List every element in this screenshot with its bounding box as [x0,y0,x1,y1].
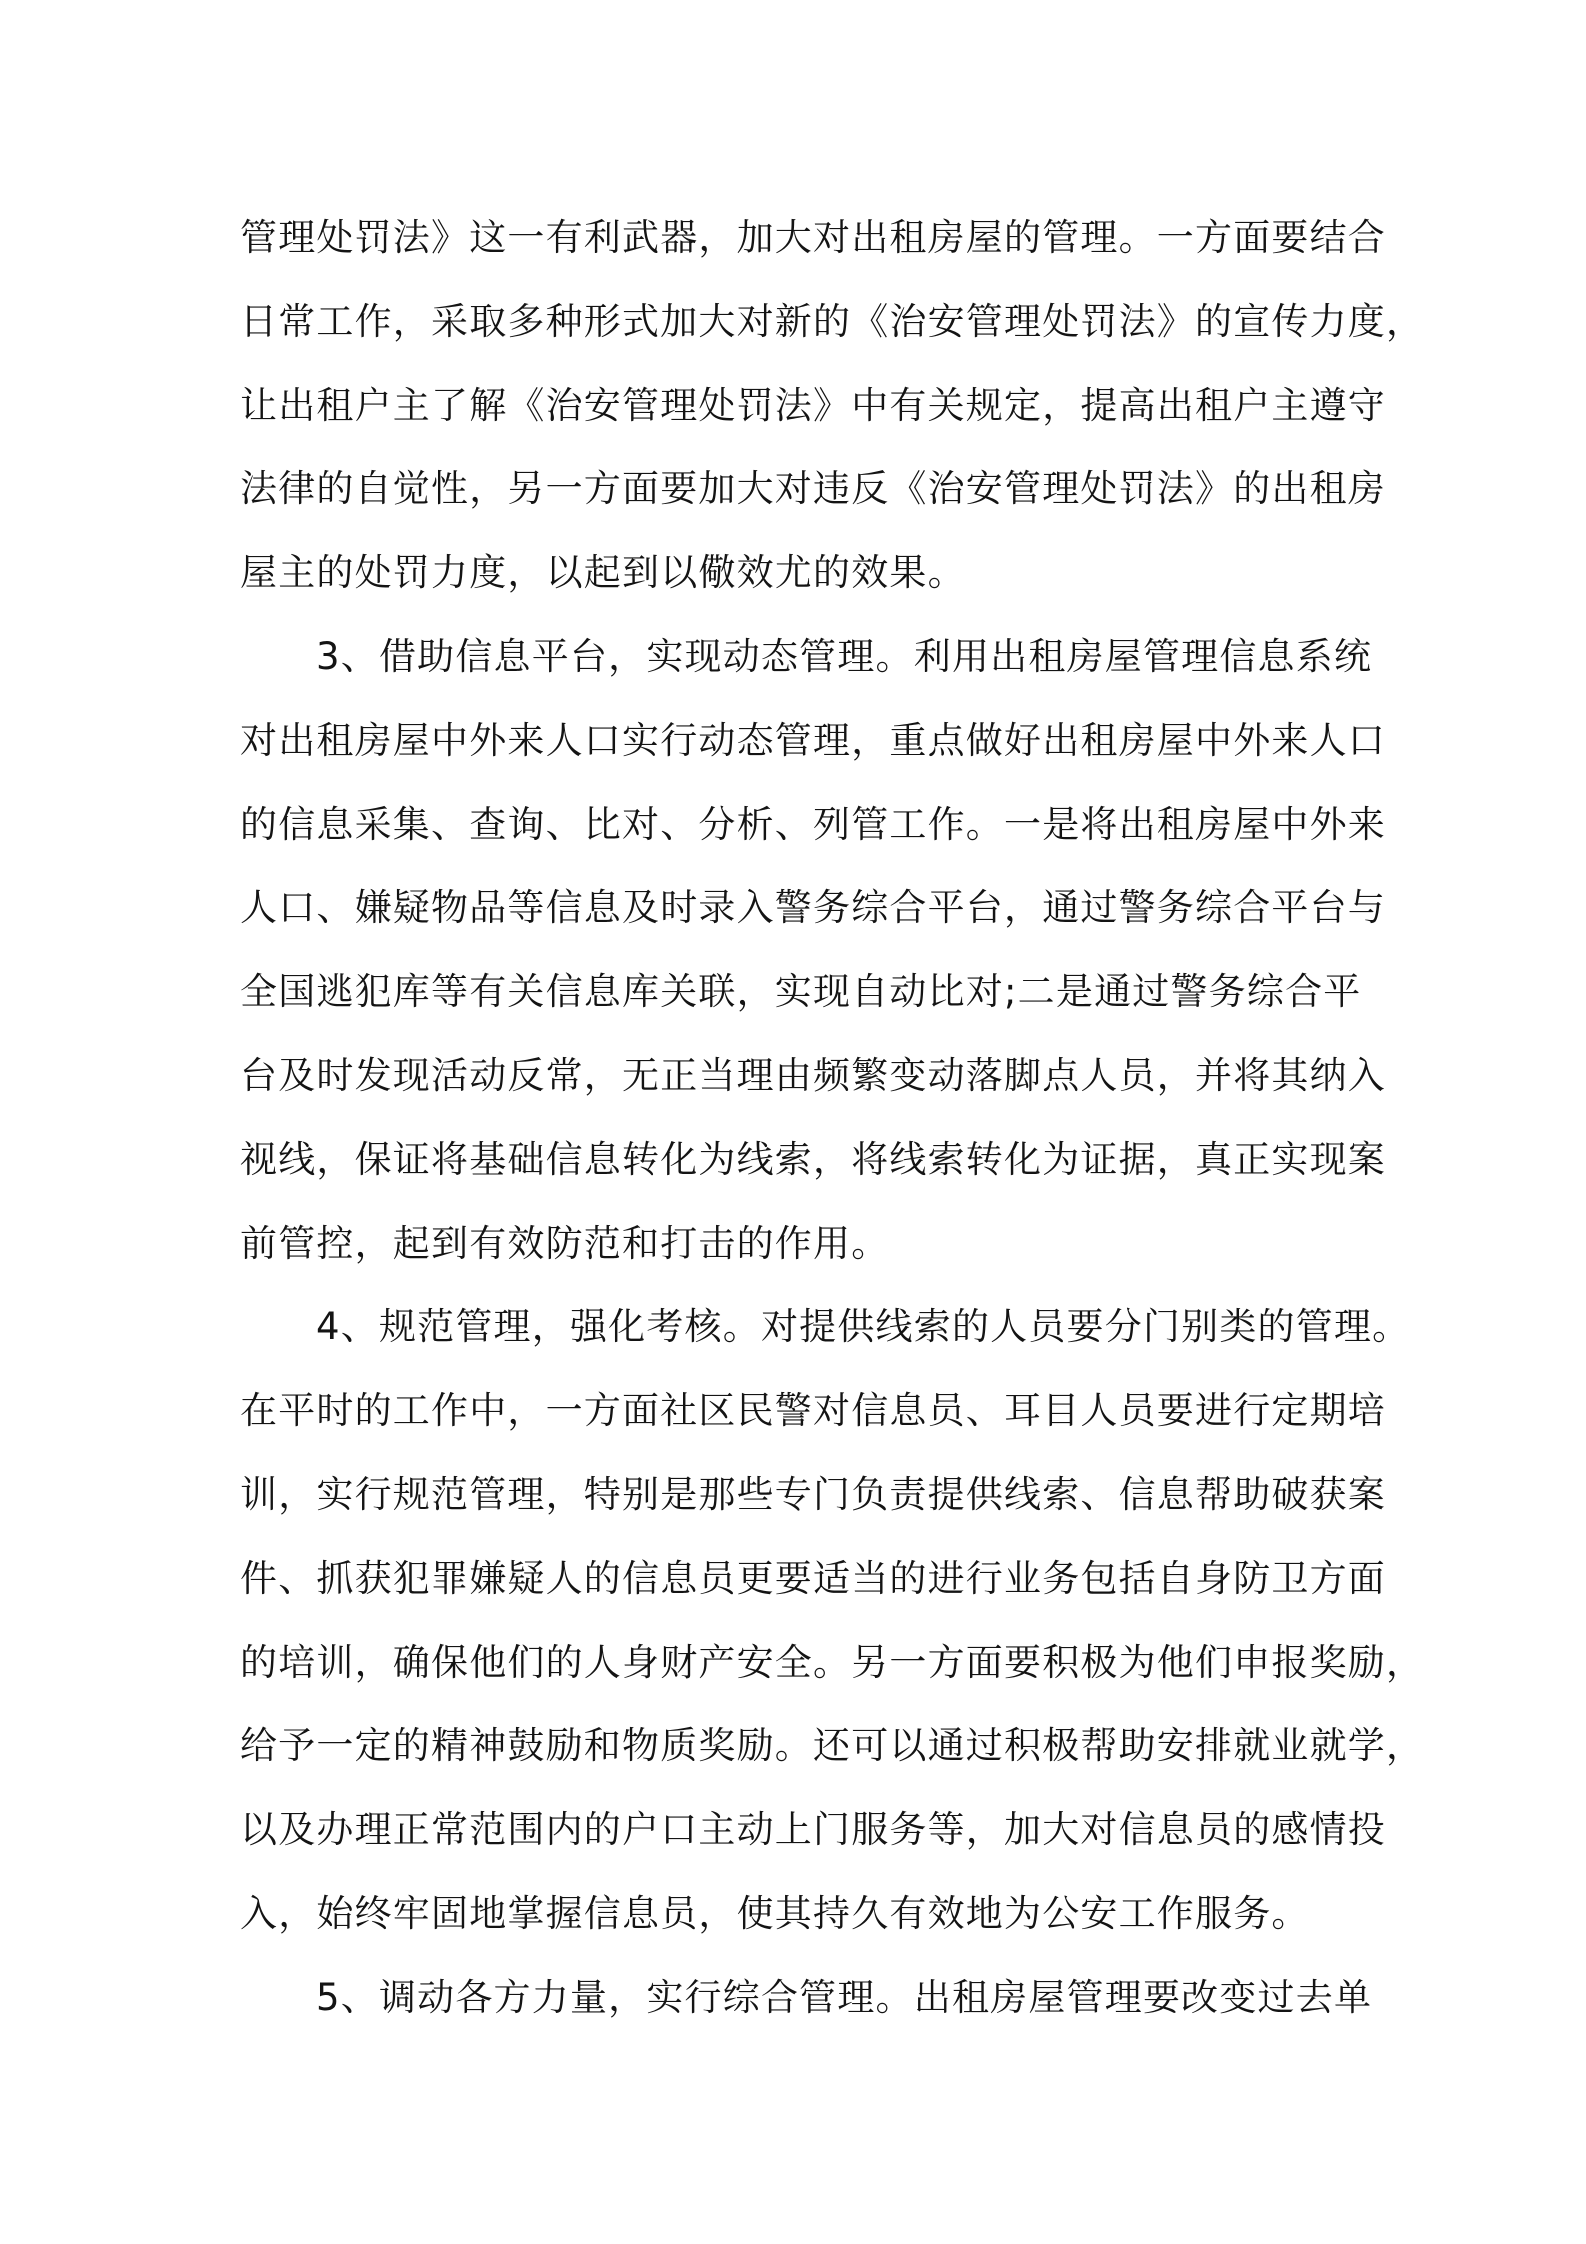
text-line: 法律的自觉性，另一方面要加大对违反《治安管理处罚法》的出租房 [240,467,1386,511]
text-line: 以及办理正常范围内的户口主动上门服务等，加大对信息员的感情投 [240,1808,1386,1852]
text-line: 屋主的处罚力度，以起到以儆效尤的效果。 [240,551,966,595]
text-line: 件、抓获犯罪嫌疑人的信息员更要适当的进行业务包括自身防卫方面 [240,1556,1386,1600]
text-line: 前管控，起到有效防范和打击的作用。 [240,1221,890,1265]
text-line: 的信息采集、查询、比对、分析、列管工作。一是将出租房屋中外来 [240,802,1386,846]
text-line: 对出租房屋中外来人口实行动态管理，重点做好出租房屋中外来人口 [240,718,1386,762]
text-line: 给予一定的精神鼓励和物质奖励。还可以通过积极帮助安排就业就学， [240,1724,1425,1768]
text-line: 的培训，确保他们的人身财产安全。另一方面要积极为他们申报奖励， [240,1640,1425,1684]
text-line: 在平时的工作中，一方面社区民警对信息员、耳目人员要进行定期培 [240,1389,1386,1433]
text-line: 台及时发现活动反常，无正当理由频繁变动落脚点人员，并将其纳入 [240,1053,1386,1097]
paragraph-3-heading-line: 3、借助信息平台，实现动态管理。利用出租房屋管理信息系统 [316,634,1373,678]
text-line: 人口、嫌疑物品等信息及时录入警务综合平台，通过警务综合平台与 [240,886,1386,930]
paragraph-4-heading-line: 4、规范管理，强化考核。对提供线索的人员要分门别类的管理。 [316,1305,1411,1349]
document-body [240,196,1425,2040]
text-line: 日常工作，采取多种形式加大对新的《治安管理处罚法》的宣传力度， [240,299,1425,343]
paragraph-5-heading-line: 5、调动各方力量，实行综合管理。出租房屋管理要改变过去单 [316,1975,1373,2019]
text-line: 全国逃犯库等有关信息库关联，实现自动比对;二是通过警务综合平 [240,970,1362,1014]
text-line: 入，始终牢固地掌握信息员，使其持久有效地为公安工作服务。 [240,1891,1310,1935]
text-line: 管理处罚法》这一有利武器，加大对出租房屋的管理。一方面要结合 [240,216,1386,259]
text-line: 训，实行规范管理，特别是那些专门负责提供线索、信息帮助破获案 [240,1472,1386,1516]
text-line: 让出租户主了解《治安管理处罚法》中有关规定，提高出租户主遵守 [240,383,1386,427]
text-line: 视线，保证将基础信息转化为线索，将线索转化为证据，真正实现案 [240,1137,1386,1181]
